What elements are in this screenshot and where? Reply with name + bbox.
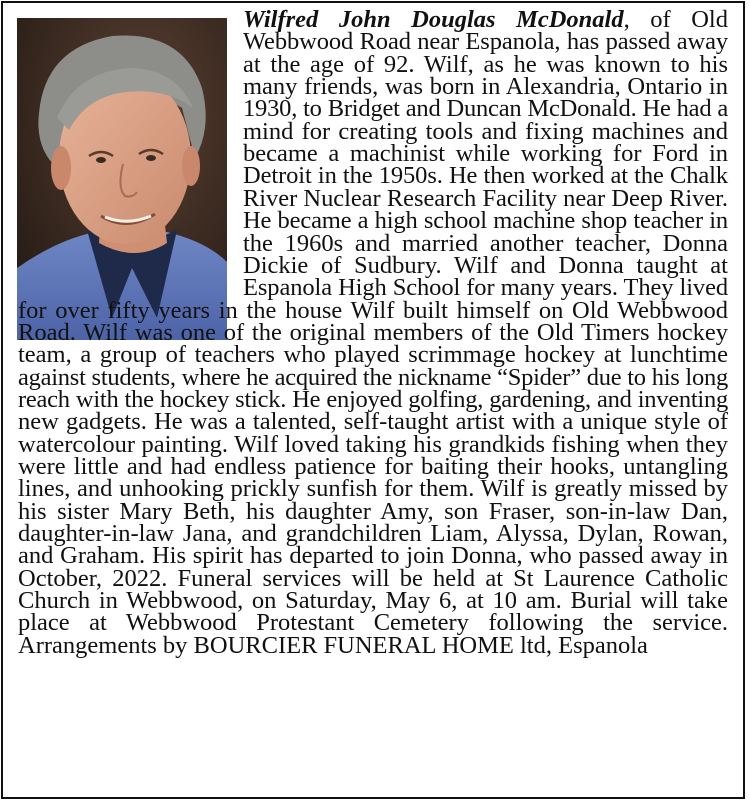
text-line: team, a group of teachers who played scrimmage hockey at lunchtime — [18, 341, 728, 369]
text-line: Road. Wilf was one of the original members of the Old Timers hockey — [18, 318, 728, 346]
text-line: daughter-in-law Jana, and grandchildren Liam, Alyssa, Dylan, Rowan, — [18, 520, 728, 548]
text-line: River Nuclear Research Facility near Deep River. — [243, 184, 728, 212]
text-line: mind for creating tools and fixing machines and — [243, 117, 728, 145]
text-line: Webbwood Road near Espanola, has passed away — [243, 28, 728, 56]
text-line: He became a high school machine shop teacher in — [243, 207, 728, 235]
text-line: became a machinist while working for Ford in — [243, 140, 728, 168]
text-line: and Graham. His spirit has departed to join Donna, who passed away in — [18, 542, 728, 570]
text-line: 1930, to Bridget and Duncan McDonald. He had a — [243, 95, 728, 123]
text-line: for over fifty years in the house Wilf built himself on Old Webbwood — [18, 296, 728, 324]
deceased-name: Wilfred John Douglas McDonald — [243, 6, 624, 33]
text-line: place at Webbwood Protestant Cemetery following the service. — [18, 609, 728, 637]
text-line: against students, where he acquired the nickname “Spider” due to his long — [18, 363, 728, 391]
text-line: Church in Webbwood, on Saturday, May 6, at 10 am. Burial will take — [18, 587, 728, 615]
text-line: new gadgets. He was a talented, self-taught artist with a unique style of — [18, 408, 728, 436]
text-line: Espanola High School for many years. They lived — [243, 274, 728, 302]
text-line: Wilfred John Douglas McDonald, of Old — [243, 6, 728, 33]
text-line: at the age of 92. Wilf, as he was known to his — [243, 50, 728, 78]
text-line: the 1960s and married another teacher, Donna — [243, 229, 728, 257]
text-line: watercolour painting. Wilf loved taking his grandkids fishing when they — [18, 430, 728, 458]
text-line: were little and had endless patience for baiting their hooks, untangling — [18, 453, 728, 480]
text-line: Dickie of Sudbury. Wilf and Donna taught at — [243, 251, 728, 279]
text-line: reach with the hockey stick. He enjoyed golfing, gardening, and inventing — [18, 385, 728, 413]
text-line: Arrangements by BOURCIER FUNERAL HOME ltd, Espanola — [18, 631, 648, 659]
text-line: Detroit in the 1950s. He then worked at the Chalk — [243, 162, 728, 190]
text-line: lines, and unhooking prickly sunfish for them. Wilf is greatly missed by — [18, 475, 728, 503]
text-line: October, 2022. Funeral services will be held at St Laurence Catholic — [18, 564, 728, 592]
text-line: many friends, was born in Alexandria, Ontario in — [243, 73, 728, 101]
text-line: his sister Mary Beth, his daughter Amy, son Fraser, son-in-law Dan, — [18, 497, 728, 525]
